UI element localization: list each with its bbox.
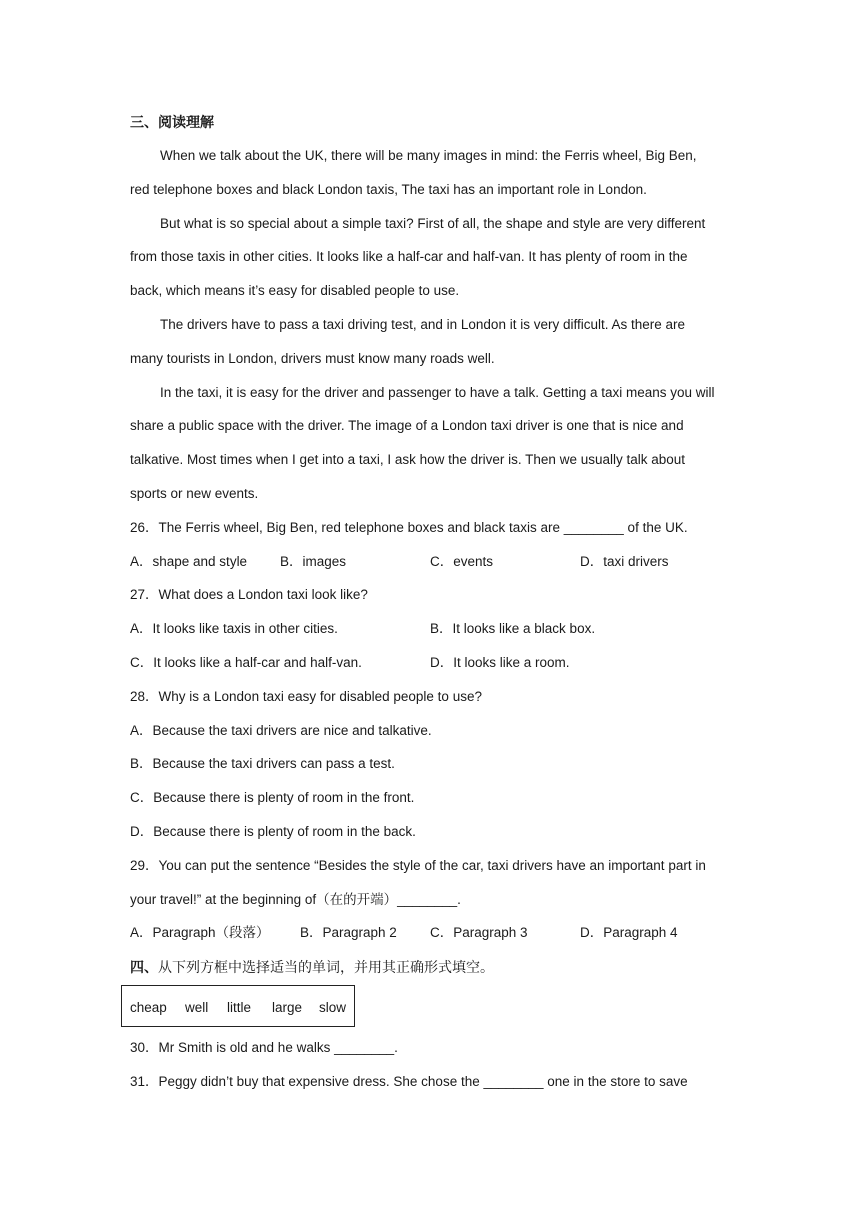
passage-line: talkative. Most times when I get into a taxi, I ask how the driver is. Then we usually talk about — [130, 452, 686, 467]
passage-line: red telephone boxes and black London taxis, The taxi has an important role in London. — [130, 182, 647, 197]
q27-option-d[interactable]: D．It looks like a room. — [430, 655, 570, 670]
passage-line: from those taxis in other cities. It looks like a half-car and half-van. It has plenty of room in the — [130, 249, 688, 264]
q29-option-a[interactable]: A．Paragraph（段落） — [130, 925, 270, 940]
question-29-stem-line2: your travel!” at the beginning of（在的开端）________. — [130, 892, 461, 907]
question-30: 30．Mr Smith is old and he walks ________. — [130, 1040, 398, 1055]
q28-option-a[interactable]: A．Because the taxi drivers are nice and talkative. — [130, 723, 432, 738]
word-bank-item: well — [185, 1000, 209, 1015]
word-bank-box — [121, 985, 355, 1027]
passage-line: The drivers have to pass a taxi driving test, and in London it is very difficult. As there are — [160, 317, 686, 332]
word-bank-item: large — [272, 1000, 303, 1015]
q27-option-b[interactable]: B．It looks like a black box. — [430, 621, 596, 636]
q27-option-a[interactable]: A．It looks like taxis in other cities. — [130, 621, 338, 636]
passage-line: sports or new events. — [130, 486, 259, 501]
question-27-stem: 27．What does a London taxi look like? — [130, 587, 368, 602]
q26-option-b[interactable]: B．images — [280, 554, 347, 569]
passage-line: In the taxi, it is easy for the driver and passenger to have a talk. Getting a taxi means you will — [160, 385, 715, 400]
q29-option-b[interactable]: B．Paragraph 2 — [300, 925, 397, 940]
q29-option-d[interactable]: D．Paragraph 4 — [580, 925, 678, 940]
q28-option-b[interactable]: B．Because the taxi drivers can pass a test. — [130, 756, 395, 771]
passage-line: When we talk about the UK, there will be many images in mind: the Ferris wheel, Big Ben, — [160, 148, 697, 163]
q26-option-a[interactable]: A．shape and style — [130, 554, 248, 569]
q28-option-d[interactable]: D．Because there is plenty of room in the back. — [130, 824, 416, 839]
passage-line: share a public space with the driver. The image of a London taxi driver is one that is nice and — [130, 418, 684, 433]
word-bank-item: cheap — [130, 1000, 167, 1015]
section-title-word-fill — [130, 957, 494, 977]
question-29-stem-line1: 29．You can put the sentence “Besides the style of the car, taxi drivers have an important part in — [130, 858, 706, 873]
passage-line: many tourists in London, drivers must know many roads well. — [130, 351, 495, 366]
word-bank-item: slow — [319, 1000, 347, 1015]
q26-option-c[interactable]: C．events — [430, 554, 494, 569]
passage-line: back, which means it’s easy for disabled people to use. — [130, 283, 460, 298]
passage-line: But what is so special about a simple taxi? First of all, the shape and style are very different — [160, 216, 706, 231]
section-title-reading: 三、阅读理解 — [130, 114, 214, 130]
q26-option-d[interactable]: D．taxi drivers — [580, 554, 669, 569]
question-31: 31．Peggy didn’t buy that expensive dress. She chose the ________ one in the store to save — [130, 1074, 688, 1089]
q29-option-c[interactable]: C．Paragraph 3 — [430, 925, 528, 940]
question-28-stem: 28．Why is a London taxi easy for disabled people to use? — [130, 689, 482, 704]
section-4-instruction: 从下列方框中选择适当的单词，并用其正确形式填空。 — [158, 959, 494, 975]
question-26-stem: 26．The Ferris wheel, Big Ben, red telephone boxes and black taxis are ________ of the UK. — [130, 520, 688, 535]
word-bank-item: little — [227, 1000, 252, 1015]
q27-option-c[interactable]: C．It looks like a half-car and half-van. — [130, 655, 362, 670]
q28-option-c[interactable]: C．Because there is plenty of room in the front. — [130, 790, 415, 805]
section-4-number: 四、 — [130, 959, 158, 975]
